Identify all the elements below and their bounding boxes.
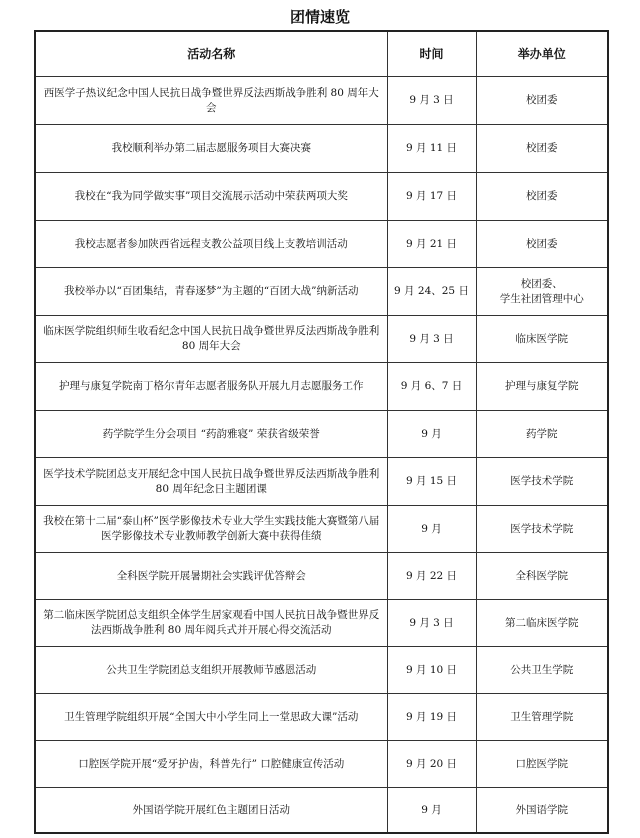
- table-row: [35, 788, 608, 834]
- table-row: [35, 363, 608, 411]
- cell-name: 临床医学院组织师生收看纪念中国人民抗日战争暨世界反法西斯战争胜利 80 周年大会: [35, 316, 387, 363]
- cell-organizer: 护理与康复学院: [476, 363, 608, 411]
- table-row: [35, 316, 608, 363]
- cell-organizer: 公共卫生学院: [476, 647, 608, 694]
- cell-organizer: 药学院: [476, 411, 608, 458]
- table-row: [35, 553, 608, 600]
- cell-name: 我校顺利举办第二届志愿服务项目大赛决赛: [35, 125, 387, 173]
- cell-name: 我校举办以“百团集结，青春逐梦”为主题的“百团大战”纳新活动: [35, 268, 387, 316]
- table-row: [35, 458, 608, 506]
- cell-organizer: 校团委: [476, 125, 608, 173]
- cell-time: 9 月 3 日: [387, 600, 476, 647]
- cell-time: 9 月: [387, 788, 476, 834]
- cell-time: 9 月 19 日: [387, 694, 476, 741]
- cell-time: 9 月 3 日: [387, 316, 476, 363]
- cell-name: 我校志愿者参加陕西省远程支教公益项目线上支教培训活动: [35, 221, 387, 268]
- cell-time: 9 月 17 日: [387, 173, 476, 221]
- activity-table: [34, 30, 609, 834]
- table-row: [35, 125, 608, 173]
- cell-name: 我校在第十二届“泰山杯”医学影像技术专业大学生实践技能大赛暨第八届医学影像技术专业教师教学创新大赛中获得佳绩: [35, 506, 387, 553]
- cell-time: 9 月: [387, 411, 476, 458]
- column-header-time: 时间: [387, 31, 476, 77]
- cell-organizer: 外国语学院: [476, 788, 608, 834]
- cell-organizer: 校团委: [476, 77, 608, 125]
- table-row: [35, 506, 608, 553]
- cell-organizer: 临床医学院: [476, 316, 608, 363]
- cell-name: 外国语学院开展红色主题团日活动: [35, 788, 387, 834]
- cell-name: 护理与康复学院南丁格尔青年志愿者服务队开展九月志愿服务工作: [35, 363, 387, 411]
- table-row: [35, 694, 608, 741]
- cell-name: 卫生管理学院组织开展“全国大中小学生同上一堂思政大课”活动: [35, 694, 387, 741]
- table-row: [35, 741, 608, 788]
- table-row: [35, 221, 608, 268]
- table-row: [35, 268, 608, 316]
- cell-name: 西医学子热议纪念中国人民抗日战争暨世界反法西斯战争胜利 80 周年大会: [35, 77, 387, 125]
- table-row: [35, 173, 608, 221]
- cell-time: 9 月 24、25 日: [387, 268, 476, 316]
- cell-name: 药学院学生分会项目 “药韵雅寝” 荣获省级荣誉: [35, 411, 387, 458]
- cell-name: 公共卫生学院团总支组织开展教师节感恩活动: [35, 647, 387, 694]
- table-header-row: [35, 31, 608, 77]
- cell-time: 9 月 15 日: [387, 458, 476, 506]
- cell-organizer: 全科医学院: [476, 553, 608, 600]
- cell-time: 9 月: [387, 506, 476, 553]
- cell-organizer: 第二临床医学院: [476, 600, 608, 647]
- cell-time: 9 月 22 日: [387, 553, 476, 600]
- cell-organizer: 医学技术学院: [476, 506, 608, 553]
- cell-time: 9 月 11 日: [387, 125, 476, 173]
- cell-organizer: 医学技术学院: [476, 458, 608, 506]
- cell-organizer: 口腔医学院: [476, 741, 608, 788]
- column-header-organizer: 举办单位: [476, 31, 608, 77]
- cell-time: 9 月 3 日: [387, 77, 476, 125]
- column-header-name: 活动名称: [35, 31, 387, 77]
- cell-time: 9 月 20 日: [387, 741, 476, 788]
- table-row: [35, 77, 608, 125]
- table-row: [35, 600, 608, 647]
- table-row: [35, 647, 608, 694]
- cell-name: 我校在“我为同学做实事”项目交流展示活动中荣获两项大奖: [35, 173, 387, 221]
- cell-organizer: 校团委、 学生社团管理中心: [476, 268, 608, 316]
- cell-name: 全科医学院开展暑期社会实践评优答辩会: [35, 553, 387, 600]
- cell-organizer: 校团委: [476, 173, 608, 221]
- cell-time: 9 月 10 日: [387, 647, 476, 694]
- cell-name: 口腔医学院开展“爱牙护齿，科普先行” 口腔健康宣传活动: [35, 741, 387, 788]
- page-title: 团情速览: [289, 8, 350, 26]
- cell-time: 9 月 6、7 日: [387, 363, 476, 411]
- cell-organizer: 校团委: [476, 221, 608, 268]
- cell-name: 医学技术学院团总支开展纪念中国人民抗日战争暨世界反法西斯战争胜利 80 周年纪念日主题团课: [35, 458, 387, 506]
- table-row: [35, 411, 608, 458]
- cell-organizer: 卫生管理学院: [476, 694, 608, 741]
- cell-name: 第二临床医学院团总支组织全体学生居家观看中国人民抗日战争暨世界反法西斯战争胜利 80 周年阅兵式并开展心得交流活动: [35, 600, 387, 647]
- cell-time: 9 月 21 日: [387, 221, 476, 268]
